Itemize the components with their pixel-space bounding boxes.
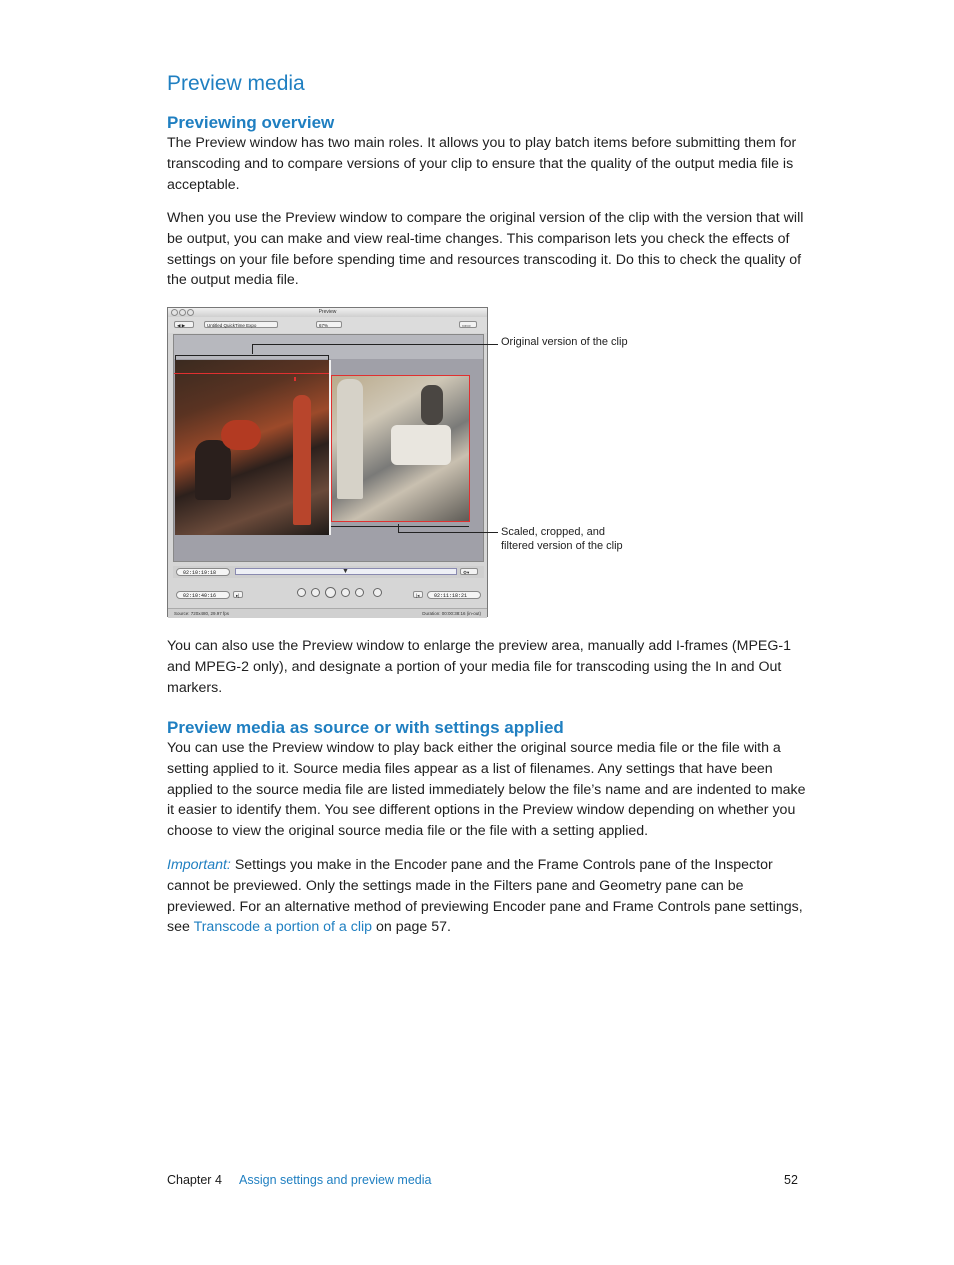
paragraph-source: You can use the Preview window to play back either the original source media file or the file with a setting applied to it. Source media files appear as a list of filenames. Any settings that have been applied to the source media file are listed immediately below the file’s name and are indented to make it easier to identify them. You see different options in the Preview window depending on whether you choose to view the original source media file or the file with a setting applied. — [167, 740, 806, 840]
bracket-original-right — [328, 355, 329, 360]
callout-original: Original version of the clip — [501, 336, 628, 348]
view-toggle-button[interactable]: ▭▭ — [459, 321, 477, 328]
callout-scaled-line2: filtered version of the clip — [501, 540, 623, 552]
important-text: Settings you make in the Encoder pane and the Frame Controls pane of the Inspector cannot be previewed. Only the settings made in the Filters pane and Geometry pane can be previewed. For an alternative method of previewing Encoder pane and Frame Controls pane settings, see — [167, 857, 803, 936]
footer-chapter-title[interactable]: Assign settings and preview media — [239, 1173, 432, 1187]
callout-line-scaled-rise — [398, 524, 399, 533]
window-title: Preview — [318, 309, 337, 315]
preview-window-figure — [167, 307, 488, 617]
go-to-start-icon[interactable] — [297, 588, 306, 597]
preset-select[interactable]: Untitled QuickTime Expo — [204, 321, 278, 328]
crop-line-top-left — [174, 373, 329, 374]
previous-frame-icon[interactable] — [311, 588, 320, 597]
source-info: Source: 720x480, 29.97 fps — [174, 611, 230, 616]
crop-box[interactable] — [331, 375, 470, 522]
paragraph-overview-2: When you use the Preview window to compare the original version of the clip with the version that will be output, you can make and view real-time changes. This comparison lets you check the effects of settings on your file before spending time and resources transcoding it. Do this to check the quality of the output media file. — [167, 210, 804, 289]
play-icon[interactable] — [325, 587, 336, 598]
bracket-original-top — [175, 355, 329, 356]
important-tail: on page 57. — [372, 919, 451, 936]
preview-toolbar — [168, 317, 487, 333]
callout-scaled-line1: Scaled, cropped, and — [501, 526, 605, 538]
subsection-title-source: Preview media as source or with settings applied — [167, 718, 564, 737]
playhead-timecode[interactable]: 02:10:19:18 — [176, 568, 230, 576]
playhead-icon: ▼ — [342, 568, 349, 575]
preview-viewer — [173, 334, 484, 562]
duration-info: Duration: 00:00:38:16 (in-out) — [422, 611, 481, 616]
paragraph-enlarge: You can also use the Preview window to enlarge the preview area, manually add I-frames (MPEG-1 and MPEG-2 only), and designate a portion of your media file for transcoding using the In and Out markers. — [167, 638, 792, 696]
in-point-timecode[interactable]: 02:10:40:16 — [176, 591, 230, 599]
transport-bar — [173, 580, 484, 606]
page-number: 52 — [784, 1173, 798, 1187]
loop-icon[interactable] — [373, 588, 382, 597]
important-label: Important: — [167, 857, 231, 873]
bracket-original-left — [175, 355, 176, 360]
zoom-select[interactable]: 67% — [316, 321, 342, 328]
out-point-timecode[interactable]: 02:11:18:21 — [427, 591, 481, 599]
callout-line-original — [252, 344, 498, 345]
paragraph-overview-1: The Preview window has two main roles. It allows you to play batch items before submitting them for transcoding and to compare versions of your clip to ensure that the quality of the output media file is acceptable. — [167, 135, 797, 193]
mark-out-button[interactable]: |◂ — [413, 591, 423, 598]
transcode-link[interactable]: Transcode a portion of a clip — [193, 919, 373, 936]
scrub-bar — [173, 566, 484, 578]
next-frame-icon[interactable] — [341, 588, 350, 597]
red-chair-shape — [221, 420, 261, 450]
bracket-scaled-bottom — [331, 526, 469, 527]
person-seated-shape — [195, 440, 231, 500]
marker-tick — [294, 377, 296, 381]
mark-in-button[interactable]: ▸| — [233, 591, 243, 598]
timeline-slider[interactable] — [235, 568, 457, 575]
go-to-end-icon[interactable] — [355, 588, 364, 597]
status-bar — [168, 608, 487, 618]
callout-line-original-drop — [252, 344, 253, 354]
section-title: Preview media — [167, 72, 305, 95]
callout-line-scaled — [398, 532, 498, 533]
original-clip-frame — [175, 360, 329, 535]
nav-arrows-button[interactable]: ◀ ▶ — [174, 321, 194, 328]
action-menu-button[interactable]: ⚙▾ — [460, 568, 478, 575]
subsection-title-overview: Previewing overview — [167, 113, 335, 132]
person-standing-shape — [293, 395, 311, 525]
important-note — [167, 855, 807, 938]
footer-chapter: Chapter 4 — [167, 1173, 222, 1187]
